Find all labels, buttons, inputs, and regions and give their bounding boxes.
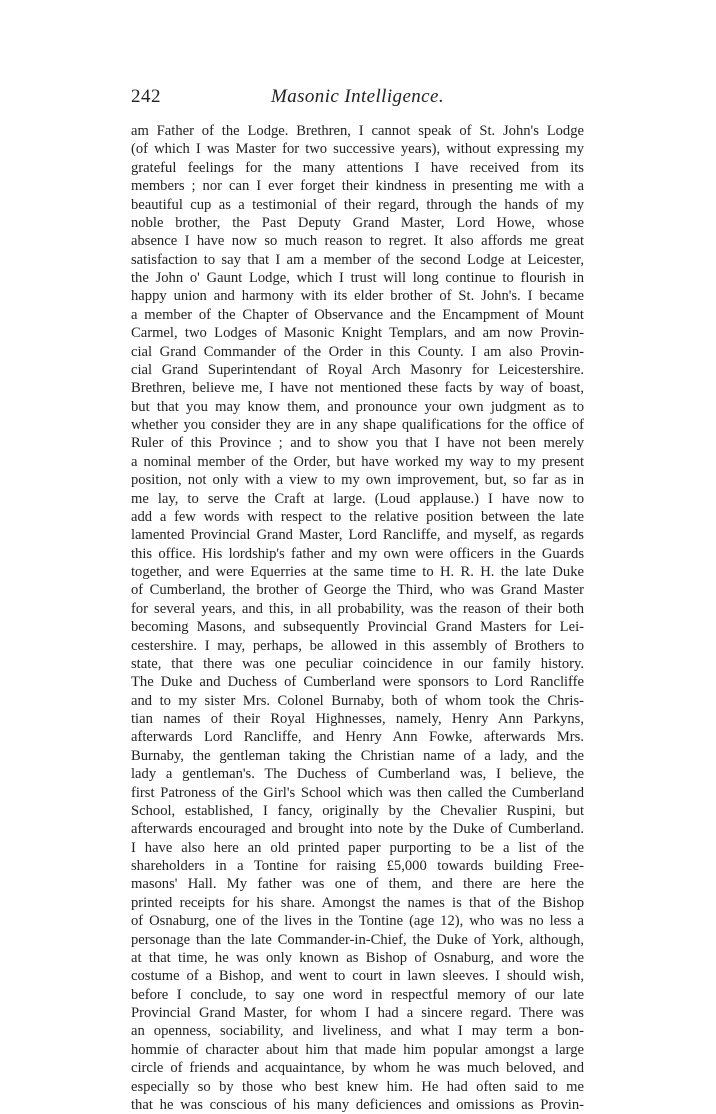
text-line: The Duke and Duchess of Cumberland were sponsors to Lord Rancliffe [131,674,584,691]
page-number: 242 [131,86,161,107]
text-line: position, not only with a view to my own improvement, but, so far as in [131,472,584,489]
text-line: personage than the late Commander-in-Chief, the Duke of York, although, [131,931,584,948]
text-line: that he was conscious of his many deficiences and omissions as Provin- [131,1096,584,1113]
text-line: tian names of their Royal Highnesses, namely, Henry Ann Parkyns, [131,711,584,727]
text-line: a member of the Chapter of Observance and the Encampment of Mount [131,306,584,323]
body-text [131,122,584,1114]
text-line: costume of a Bishop, and went to court in lawn sleeves. I should wish, [131,968,584,985]
text-line: a nominal member of the Order, but have worked my way to my present [131,453,584,470]
text-line: but that you may know them, and pronounce your own judgment as to [131,398,584,415]
text-line: add a few words with respect to the relative position between the late [131,508,584,525]
text-line: becoming Masons, and subsequently Provincial Grand Masters for Lei- [131,619,584,636]
text-line: printed receipts for his share. Amongst the names is that of the Bishop [131,894,584,911]
text-line: this office. His lordship's father and my own were officers in the Guards [131,545,584,562]
text-line: Burnaby, the gentleman taking the Christian name of a lady, and the [131,747,584,764]
text-line: grateful feelings for the many attentions I have received from its [131,159,584,176]
text-line: before I conclude, to say one word in respectful memory of our late [131,986,584,1003]
text-line: together, and were Equerries at the same time to H. R. H. the late Duke [131,564,584,580]
text-line: for several years, and this, in all probability, was the reason of their both [131,600,584,617]
text-line: at that time, he was only known as Bishop of Osnaburg, and wore the [131,949,584,966]
running-title: Masonic Intelligence. [270,86,444,107]
text-line: noble brother, the Past Deputy Grand Master, Lord Howe, whose [131,214,584,231]
text-line: state, that there was one peculiar coincidence in our family history. [131,655,584,672]
text-line: especially so by those who best knew him. He had often said to me [131,1078,584,1095]
text-line: whether you consider they are in any shape qualifications for the office of [131,417,584,433]
text-line: of Osnaburg, one of the lives in the Tontine (age 12), who was no less a [131,913,584,930]
text-line: the John o' Gaunt Lodge, which I trust will long continue to flourish in [131,270,584,286]
text-line: School, established, I fancy, originally by the Chevalier Ruspini, but [131,802,584,819]
text-line: am Father of the Lodge. Brethren, I cannot speak of St. John's Lodge [131,123,584,139]
text-line: afterwards Lord Rancliffe, and Henry Ann Fowke, afterwards Mrs. [131,729,584,746]
text-line: first Patroness of the Girl's School which was then called the Cumberland [131,784,584,801]
text-line: cial Grand Superintendant of Royal Arch Masonry for Leicestershire. [131,361,584,378]
text-line: and to my sister Mrs. Colonel Burnaby, both of whom took the Chris- [131,692,584,709]
text-line: circle of friends and acquaintance, by whom he was much beloved, and [131,1060,584,1077]
text-line: lady a gentleman's. The Duchess of Cumberland was, I believe, the [131,766,584,783]
text-line: Brethren, believe me, I have not mentioned these facts by way of boast, [131,380,584,397]
text-line: Provincial Grand Master, for whom I had a sincere regard. There was [131,1005,584,1021]
text-line: an openness, sociability, and liveliness, and what I may term a bon- [131,1023,584,1040]
text-line: absence I have now so much reason to regret. It also affords me great [131,233,584,250]
text-line: (of which I was Master for two successive years), without expressing my [131,141,584,158]
text-line: beautiful cup as a testimonial of their regard, through the hands of my [131,196,584,213]
text-line: afterwards encouraged and brought into note by the Duke of Cumberland. [131,821,584,838]
text-line: Carmel, two Lodges of Masonic Knight Templars, and am now Provin- [131,325,584,342]
text-line: cial Grand Commander of the Order in this County. I am also Provin- [131,343,584,360]
text-line: hommie of character about him that made him popular amongst a large [131,1041,584,1058]
text-line: masons' Hall. My father was one of them, and there are here the [131,876,584,893]
text-line: of Cumberland, the brother of George the Third, who was Grand Master [131,582,584,599]
text-line: lamented Provincial Grand Master, Lord Rancliffe, and myself, as regards [131,527,584,544]
text-line: members ; nor can I ever forget their kindness in presenting me with a [131,178,584,195]
text-line: Ruler of this Province ; and to show you that I have not been merely [131,435,584,452]
text-line: I have also here an old printed paper purporting to be a list of the [131,839,584,856]
text-line: me lay, to serve the Craft at large. (Loud applause.) I have now to [131,490,584,507]
page-header [131,86,584,110]
text-line: cestershire. I may, perhaps, be allowed in this assembly of Brothers to [131,637,584,654]
text-line: satisfaction to say that I am a member of the second Lodge at Leicester, [131,251,584,268]
text-line: shareholders in a Tontine for raising £5,000 towards building Free- [131,858,584,874]
text-line: happy union and harmony with its elder brother of St. John's. I became [131,288,584,305]
